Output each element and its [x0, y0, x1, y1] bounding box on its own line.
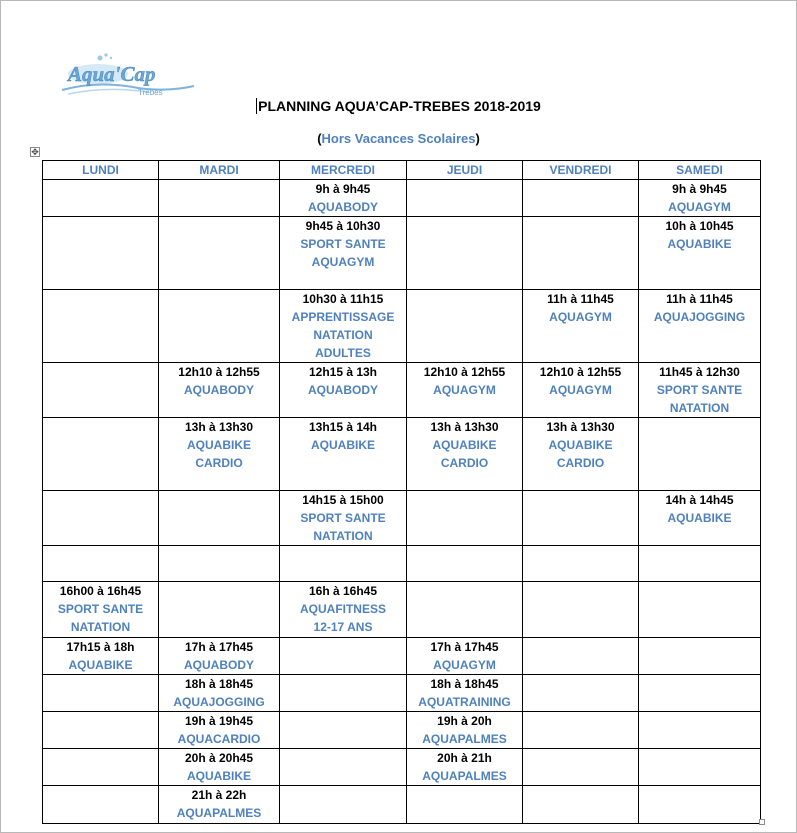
- day-header-vendredi: VENDREDI: [523, 161, 639, 180]
- session-activity: CARDIO: [440, 456, 489, 470]
- session-activity: AQUAJOGGING: [653, 310, 746, 324]
- schedule-cell-jeudi: [407, 749, 523, 786]
- session-time: 9h45 à 10h30: [305, 219, 381, 233]
- schedule-cell-lundi: [43, 582, 159, 638]
- session-time: 10h30 à 11h15: [302, 292, 384, 306]
- session-time: 9h à 9h45: [672, 182, 727, 196]
- schedule-cell-samedi: [639, 675, 761, 712]
- schedule-cell-jeudi: [407, 675, 523, 712]
- session-activity: AQUAJOGGING: [173, 695, 265, 709]
- session-activity: AQUABIKE: [548, 438, 613, 452]
- session-activity: AQUAFITNESS: [299, 602, 386, 616]
- schedule-cell-mardi: [159, 363, 280, 418]
- schedule-cell-mercredi: [280, 582, 407, 638]
- logo-sub-text: Trebes: [138, 88, 163, 97]
- schedule-cell-vendredi: [523, 491, 639, 546]
- schedule-cell-mardi: [159, 582, 280, 638]
- session-activity: AQUAGYM: [433, 383, 496, 397]
- schedule-cell-mardi: [159, 491, 280, 546]
- session-time: 11h45 à 12h30: [659, 365, 740, 379]
- session-time: 17h à 17h45: [430, 640, 499, 654]
- schedule-cell-lundi: [43, 217, 159, 290]
- session-activity: AQUAGYM: [549, 383, 612, 397]
- schedule-cell-lundi: [43, 749, 159, 786]
- schedule-cell-lundi: [43, 180, 159, 217]
- day-header-mardi: MARDI: [159, 161, 280, 180]
- schedule-cell-lundi: [43, 675, 159, 712]
- schedule-cell-lundi: [43, 290, 159, 363]
- session-activity: AQUAGYM: [549, 310, 612, 324]
- schedule-cell-lundi: [43, 638, 159, 675]
- schedule-cell-vendredi: [523, 749, 639, 786]
- schedule-row: [43, 675, 761, 712]
- schedule-cell-mercredi: [280, 491, 407, 546]
- session-activity: AQUABIKE: [432, 438, 497, 452]
- session-time: 13h à 13h30: [430, 420, 499, 434]
- schedule-cell-vendredi: [523, 180, 639, 217]
- subtitle-close-paren: ): [475, 131, 480, 146]
- schedule-cell-samedi: [639, 363, 761, 418]
- schedule-cell-jeudi: [407, 712, 523, 749]
- session-activity: AQUAPALMES: [422, 732, 507, 746]
- session-time: 12h10 à 12h55: [539, 365, 622, 379]
- session-time: 19h à 19h45: [184, 714, 254, 728]
- schedule-cell-samedi: [639, 749, 761, 786]
- session-activity: AQUACARDIO: [177, 732, 261, 746]
- schedule-cell-lundi: [43, 491, 159, 546]
- schedule-cell-mardi: [159, 546, 280, 582]
- schedule-cell-mardi: [159, 712, 280, 749]
- schedule-cell-vendredi: [523, 418, 639, 491]
- schedule-cell-jeudi: [407, 491, 523, 546]
- schedule-row: [43, 290, 761, 363]
- session-activity: SPORT SANTE: [300, 237, 386, 251]
- schedule-cell-lundi: [43, 546, 159, 582]
- session-time: 16h00 à 16h45: [59, 584, 142, 598]
- schedule-cell-samedi: [639, 418, 761, 491]
- schedule-cell-mercredi: [280, 418, 407, 491]
- session-time: 18h à 18h45: [430, 677, 499, 691]
- session-time: 12h10 à 12h55: [423, 365, 506, 379]
- schedule-cell-mercredi: [280, 749, 407, 786]
- session-activity: AQUAGYM: [668, 200, 731, 214]
- session-time: 10h à 10h45: [665, 219, 734, 233]
- schedule-cell-mercredi: [280, 675, 407, 712]
- schedule-cell-samedi: [639, 582, 761, 638]
- schedule-cell-jeudi: [407, 418, 523, 491]
- session-time: 9h à 9h45: [315, 182, 371, 196]
- session-activity: AQUAPALMES: [176, 806, 262, 820]
- schedule-cell-vendredi: [523, 217, 639, 290]
- session-time: 12h10 à 12h55: [178, 365, 260, 379]
- session-time: 20h à 20h45: [184, 751, 254, 765]
- subtitle-text: Hors Vacances Scolaires: [321, 131, 476, 146]
- schedule-cell-vendredi: [523, 290, 639, 363]
- schedule-cell-jeudi: [407, 290, 523, 363]
- schedule-cell-mercredi: [280, 786, 407, 824]
- session-activity: AQUABODY: [307, 200, 378, 214]
- schedule-cell-mardi: [159, 786, 280, 824]
- subtitle-open-paren: (: [317, 131, 322, 146]
- schedule-cell-mercredi: [280, 363, 407, 418]
- session-time: 19h à 20h: [437, 714, 492, 728]
- schedule-cell-jeudi: [407, 546, 523, 582]
- schedule-cell-samedi: [639, 712, 761, 749]
- session-activity: APPRENTISSAGE: [291, 310, 395, 324]
- schedule-cell-mercredi: [280, 546, 407, 582]
- session-activity: AQUABIKE: [186, 438, 251, 452]
- schedule-cell-vendredi: [523, 675, 639, 712]
- schedule-cell-jeudi: [407, 180, 523, 217]
- day-header-samedi: SAMEDI: [639, 161, 761, 180]
- schedule-cell-vendredi: [523, 363, 639, 418]
- schedule-cell-mardi: [159, 217, 280, 290]
- schedule-cell-jeudi: [407, 217, 523, 290]
- session-activity: AQUAGYM: [433, 658, 496, 672]
- schedule-cell-lundi: [43, 786, 159, 824]
- schedule-cell-vendredi: [523, 546, 639, 582]
- page-title-text: PLANNING AQUA’CAP-TREBES 2018-2019: [258, 98, 541, 114]
- session-activity: AQUABODY: [183, 658, 254, 672]
- schedule-cell-mardi: [159, 290, 280, 363]
- session-activity: CARDIO: [556, 456, 605, 470]
- schedule-cell-lundi: [43, 418, 159, 491]
- schedule-cell-mardi: [159, 180, 280, 217]
- session-time: 14h15 à 15h00: [302, 493, 384, 507]
- session-activity: AQUABIKE: [310, 438, 375, 452]
- table-move-handle-icon[interactable]: ✥: [31, 147, 39, 157]
- schedule-cell-samedi: [639, 546, 761, 582]
- schedule-cell-samedi: [639, 180, 761, 217]
- session-time: 17h à 17h45: [184, 640, 254, 654]
- session-activity: NATATION: [70, 620, 131, 634]
- session-time: 20h à 21h: [437, 751, 492, 765]
- day-header-jeudi: JEUDI: [407, 161, 523, 180]
- schedule-cell-lundi: [43, 712, 159, 749]
- schedule-cell-vendredi: [523, 712, 639, 749]
- session-activity: SPORT SANTE: [656, 383, 743, 397]
- schedule-cell-mardi: [159, 749, 280, 786]
- schedule-cell-samedi: [639, 290, 761, 363]
- session-activity: NATATION: [669, 401, 730, 415]
- session-activity: AQUABIKE: [667, 237, 732, 251]
- schedule-row: [43, 638, 761, 675]
- session-time: 13h à 13h30: [546, 420, 615, 434]
- schedule-cell-jeudi: [407, 638, 523, 675]
- schedule-cell-vendredi: [523, 582, 639, 638]
- session-time: 18h à 18h45: [184, 677, 254, 691]
- schedule-cell-lundi: [43, 363, 159, 418]
- session-activity: AQUAGYM: [311, 255, 375, 269]
- schedule-cell-mercredi: [280, 712, 407, 749]
- session-time: 17h15 à 18h: [66, 640, 135, 654]
- session-time: 14h à 14h45: [665, 493, 734, 507]
- session-activity: AQUABIKE: [186, 769, 251, 783]
- schedule-row: [43, 712, 761, 749]
- schedule-cell-mardi: [159, 675, 280, 712]
- schedule-cell-samedi: [639, 491, 761, 546]
- session-activity: AQUABODY: [307, 383, 378, 397]
- page-title: [0, 98, 797, 114]
- schedule-cell-jeudi: [407, 582, 523, 638]
- schedule-cell-mercredi: [280, 290, 407, 363]
- schedule-cell-jeudi: [407, 786, 523, 824]
- schedule-row: [43, 582, 761, 638]
- session-activity: AQUABIKE: [68, 658, 133, 672]
- schedule-row: [43, 363, 761, 418]
- session-time: 16h à 16h45: [308, 584, 378, 598]
- session-time: 13h15 à 14h: [308, 420, 378, 434]
- schedule-cell-mardi: [159, 418, 280, 491]
- session-activity: NATATION: [313, 529, 373, 543]
- schedule-cell-mercredi: [280, 217, 407, 290]
- schedule-cell-mardi: [159, 638, 280, 675]
- day-header-row: [43, 161, 761, 180]
- schedule-row: [43, 180, 761, 217]
- session-activity: ADULTES: [315, 346, 371, 360]
- table-resize-handle[interactable]: [759, 819, 765, 825]
- schedule-cell-samedi: [639, 786, 761, 824]
- schedule-cell-mercredi: [280, 180, 407, 217]
- session-activity: SPORT SANTE: [57, 602, 144, 616]
- aquacap-logo: [58, 52, 198, 100]
- session-time: 21h à 22h: [191, 788, 247, 802]
- page-subtitle: [0, 131, 797, 146]
- schedule-row: [43, 749, 761, 786]
- logo-main-text: Aqua'Cap: [68, 62, 156, 86]
- schedule-row: [43, 546, 761, 582]
- session-activity: 12-17 ANS: [313, 620, 373, 634]
- schedule-cell-jeudi: [407, 363, 523, 418]
- schedule-cell-vendredi: [523, 786, 639, 824]
- session-activity: SPORT SANTE: [300, 511, 386, 525]
- text-cursor: [256, 98, 257, 114]
- session-time: 13h à 13h30: [184, 420, 254, 434]
- session-time: 12h15 à 13h: [308, 365, 378, 379]
- session-activity: AQUABIKE: [667, 511, 732, 525]
- schedule-row: [43, 418, 761, 491]
- schedule-row: [43, 491, 761, 546]
- session-activity: AQUAPALMES: [422, 769, 507, 783]
- schedule-row: [43, 217, 761, 290]
- session-time: 11h à 11h45: [666, 292, 733, 306]
- session-activity: AQUATRAINING: [418, 695, 511, 709]
- schedule-cell-vendredi: [523, 638, 639, 675]
- day-header-mercredi: MERCREDI: [280, 161, 407, 180]
- session-activity: CARDIO: [195, 456, 243, 470]
- schedule-row: [43, 786, 761, 824]
- session-time: 11h à 11h45: [547, 292, 614, 306]
- session-activity: NATATION: [313, 328, 373, 342]
- schedule-cell-samedi: [639, 638, 761, 675]
- schedule-cell-samedi: [639, 217, 761, 290]
- session-activity: AQUABODY: [183, 383, 254, 397]
- planning-table: [42, 160, 761, 824]
- day-header-lundi: LUNDI: [43, 161, 159, 180]
- schedule-cell-mercredi: [280, 638, 407, 675]
